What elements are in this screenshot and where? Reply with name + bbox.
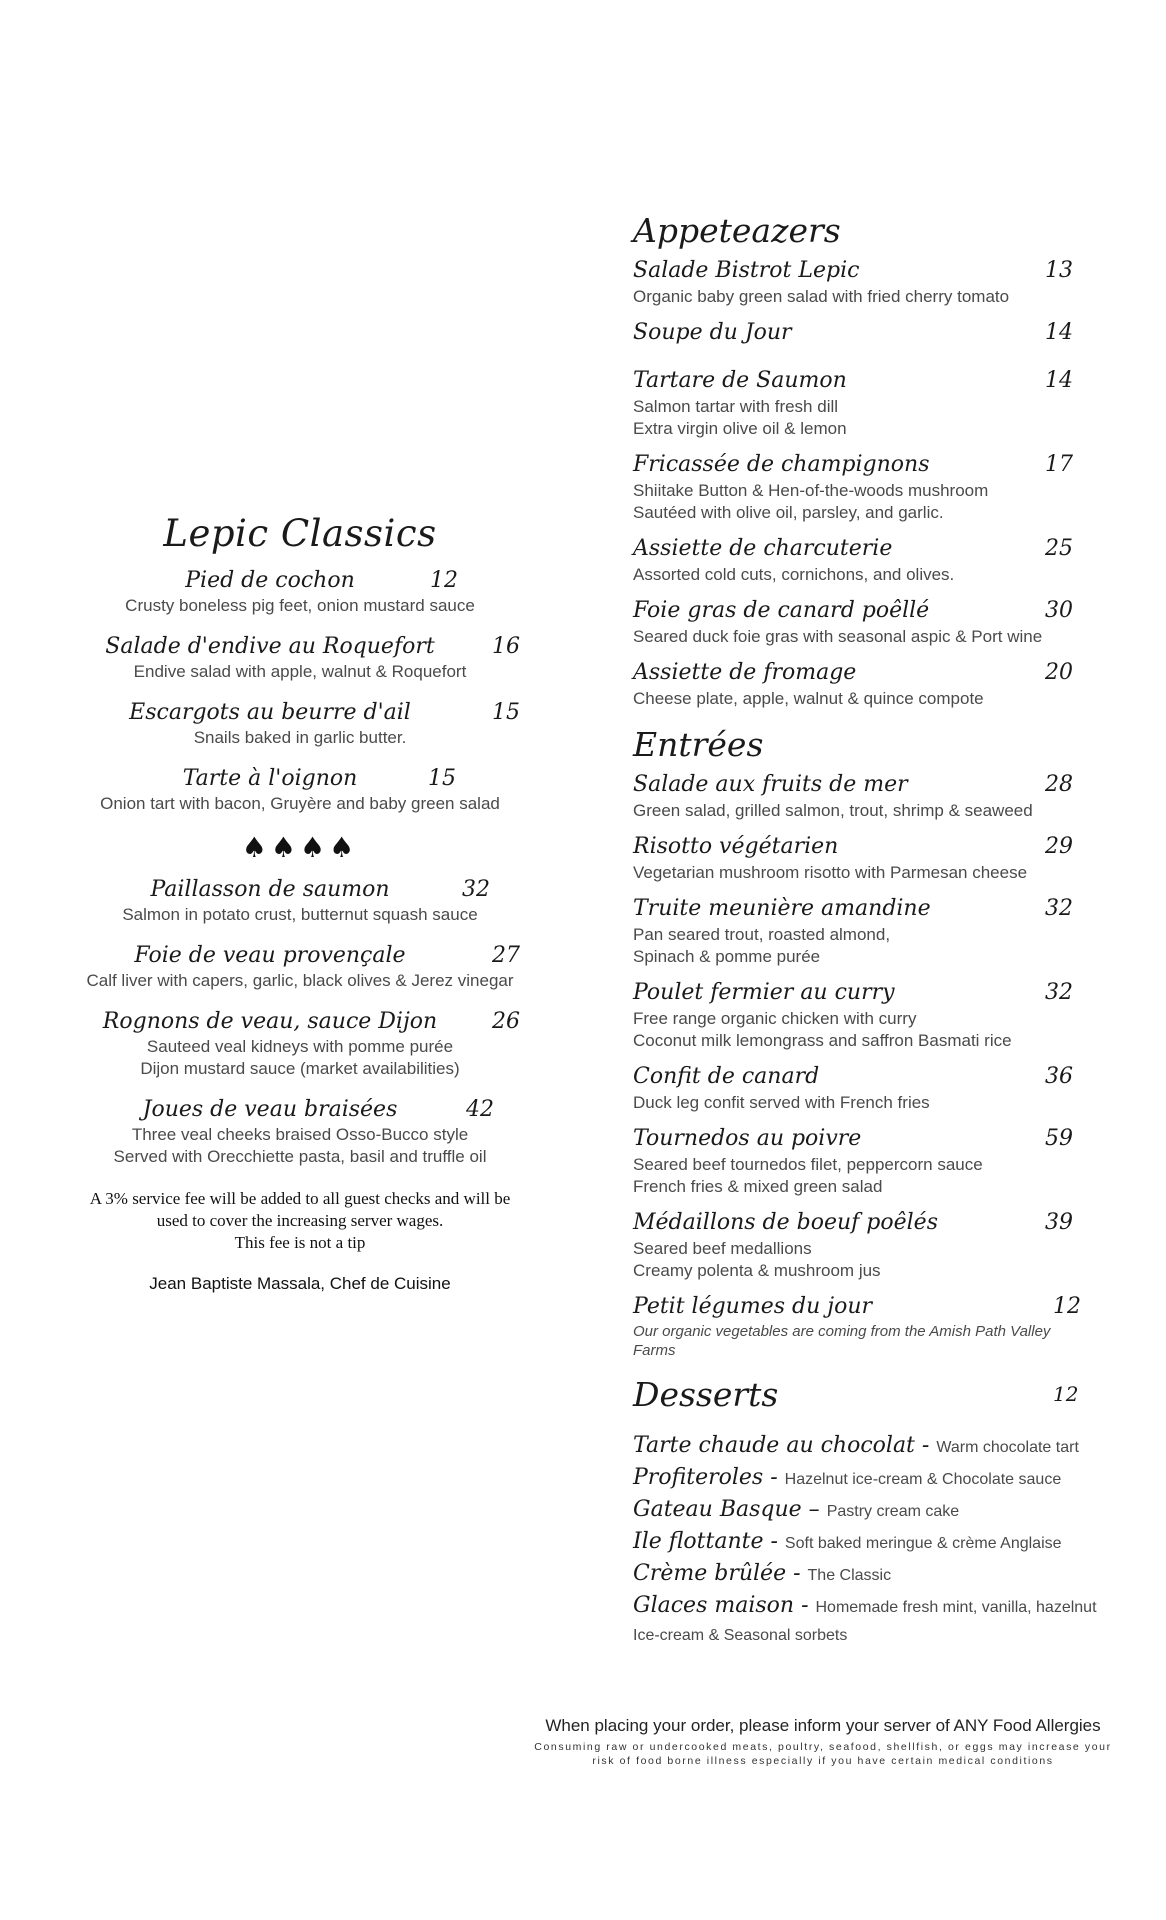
menu-item: [633, 1124, 1138, 1198]
dessert-description-continued: Ice-cream & Seasonal sorbets: [633, 1627, 848, 1644]
menu-item: [633, 366, 1138, 440]
dessert-separator: -: [914, 1433, 937, 1458]
spade-divider: ♠♠♠♠: [241, 831, 359, 864]
dessert-item: [633, 1462, 1138, 1494]
fee-line: used to cover the increasing server wages.: [156, 1211, 444, 1230]
dessert-separator: -: [763, 1465, 785, 1490]
fee-line: This fee is not a tip: [234, 1233, 366, 1252]
dessert-description: Homemade fresh mint, vanilla, hazelnut: [815, 1599, 1097, 1616]
item-description: Coconut milk lemongrass and saffron Basmati rice: [633, 1031, 1012, 1050]
item-description: Endive salad with apple, walnut & Roquefort: [133, 662, 467, 681]
menu-item: [40, 567, 560, 617]
item-name: Fricassée de champignons: [633, 452, 930, 477]
item-name: Rognons de veau, sauce Dijon: [102, 1009, 438, 1034]
item-description: Snails baked in garlic butter.: [193, 728, 407, 747]
appetizers-title: Appeteazers: [633, 211, 841, 250]
item-price: 32: [1045, 896, 1073, 921]
dessert-item: [633, 1558, 1138, 1590]
dessert-separator: –: [801, 1497, 827, 1522]
dessert-name: Profiteroles: [633, 1465, 764, 1490]
item-name: Poulet fermier au curry: [633, 980, 895, 1005]
fee-line: A 3% service fee will be added to all guest checks and will be: [89, 1189, 511, 1208]
item-description: Green salad, grilled salmon, trout, shrimp & seaweed: [633, 801, 1033, 820]
item-price: 39: [1045, 1210, 1073, 1235]
item-price: 12: [430, 568, 458, 593]
menu-item: [633, 770, 1138, 822]
item-name: Salade Bistrot Lepic: [633, 258, 860, 283]
dessert-description: Warm chocolate tart: [936, 1439, 1079, 1456]
lepic-classics-title: Lepic Classics: [163, 512, 437, 555]
item-description: Onion tart with bacon, Gruyère and baby green salad: [100, 794, 500, 813]
item-price: 29: [1045, 834, 1073, 859]
dessert-description: Pastry cream cake: [826, 1503, 960, 1520]
dessert-description: Soft baked meringue & crème Anglaise: [784, 1535, 1062, 1552]
item-description: Seared beef medallions: [633, 1239, 812, 1258]
item-name: Soupe du Jour: [633, 320, 792, 345]
menu-item: [40, 633, 560, 683]
item-description: Salmon in potato crust, butternut squash sauce: [122, 905, 478, 924]
item-description: Sautéed with olive oil, parsley, and garlic.: [633, 503, 944, 522]
menu-item: [633, 450, 1138, 524]
item-price: 30: [1045, 598, 1073, 623]
item-price: 12: [1053, 1294, 1081, 1319]
dessert-name: Tarte chaude au chocolat: [633, 1433, 915, 1458]
item-name: Escargots au beurre d'ail: [129, 700, 411, 725]
item-price: 17: [1045, 452, 1073, 477]
menu-item: [633, 1208, 1138, 1282]
dessert-item: [633, 1590, 1138, 1622]
menu-item: [40, 765, 560, 815]
item-description: Dijon mustard sauce (market availabilities): [140, 1059, 460, 1078]
desserts-header: [633, 1370, 1138, 1430]
item-name: Tournedos au poivre: [633, 1126, 862, 1151]
item-description: Pan seared trout, roasted almond,: [633, 925, 891, 944]
dessert-separator: -: [763, 1529, 785, 1554]
item-price: 25: [1045, 536, 1073, 561]
item-price: 27: [492, 943, 520, 968]
item-description: Vegetarian mushroom risotto with Parmesan cheese: [633, 863, 1028, 882]
menu-item: [40, 699, 560, 749]
item-description: Calf liver with capers, garlic, black olives & Jerez vinegar: [86, 971, 514, 990]
item-name: Assiette de fromage: [633, 660, 857, 685]
item-price: 28: [1045, 772, 1073, 797]
item-description: Free range organic chicken with curry: [633, 1009, 917, 1028]
item-description: Seared beef tournedos filet, peppercorn sauce: [633, 1155, 983, 1174]
item-price: 32: [462, 877, 490, 902]
dessert-description: Hazelnut ice-cream & Chocolate sauce: [784, 1471, 1062, 1488]
warning-line: Consuming raw or undercooked meats, poultry, seafood, shellfish, or eggs may increase your: [534, 1741, 1112, 1753]
menu-item: [633, 318, 1138, 348]
dessert-item: [633, 1494, 1138, 1526]
item-description: Extra virgin olive oil & lemon: [633, 419, 847, 438]
allergy-footer: [508, 1716, 1138, 1768]
item-name: Tarte à l'oignon: [182, 766, 358, 791]
item-price: 42: [466, 1097, 494, 1122]
item-description: Served with Orecchiette pasta, basil and truffle oil: [113, 1147, 487, 1166]
chef-credit: Jean Baptiste Massala, Chef de Cuisine: [149, 1274, 451, 1293]
item-price: 15: [492, 700, 520, 725]
item-note: Farms: [633, 1342, 676, 1359]
menu-item: [633, 978, 1138, 1052]
item-price: 36: [1045, 1064, 1073, 1089]
right-column: [633, 206, 1138, 1650]
item-price: 14: [1045, 368, 1073, 393]
entrees-title: Entrées: [633, 725, 764, 764]
item-price: 14: [1045, 320, 1073, 345]
item-description: Three veal cheeks braised Osso-Bucco style: [131, 1125, 469, 1144]
menu-item: [40, 876, 560, 926]
dessert-item: [633, 1430, 1138, 1462]
item-name: Assiette de charcuterie: [633, 536, 893, 561]
menu-item: [40, 942, 560, 992]
item-price: 13: [1045, 258, 1073, 283]
desserts-title: Desserts: [633, 1375, 779, 1414]
item-name: Paillasson de saumon: [150, 877, 390, 902]
dessert-item: [633, 1526, 1138, 1558]
item-price: 16: [492, 634, 520, 659]
item-description: Creamy polenta & mushroom jus: [633, 1261, 881, 1280]
warning-line: risk of food borne illness especially if you have certain medical conditions: [592, 1755, 1054, 1767]
item-name: Tartare de Saumon: [633, 368, 847, 393]
item-name: Médaillons de boeuf poêlés: [633, 1210, 938, 1235]
item-name: Pied de cochon: [185, 568, 355, 593]
item-description: French fries & mixed green salad: [633, 1177, 883, 1196]
menu-item: [633, 832, 1138, 884]
menu-item: [633, 894, 1138, 968]
item-description: Organic baby green salad with fried cherry tomato: [633, 287, 1010, 306]
menu-item: [633, 256, 1138, 308]
item-name: Foie de veau provençale: [134, 943, 406, 968]
lepic-classics-section: [40, 512, 560, 1294]
dessert-name: Glaces maison: [633, 1593, 795, 1618]
menu-item: [633, 1292, 1138, 1360]
dessert-name: Gateau Basque: [633, 1497, 802, 1522]
item-description: Salmon tartar with fresh dill: [633, 397, 839, 416]
menu-item: [633, 596, 1138, 648]
item-price: 59: [1045, 1126, 1073, 1151]
item-name: Salade d'endive au Roquefort: [105, 634, 435, 659]
item-name: Foie gras de canard poêllé: [633, 598, 930, 623]
menu-item: [633, 534, 1138, 586]
item-name: Salade aux fruits de mer: [633, 772, 908, 797]
item-price: 32: [1045, 980, 1073, 1005]
item-name: Joues de veau braisées: [142, 1097, 398, 1122]
item-price: 20: [1045, 660, 1073, 685]
dessert-name: Ile flottante: [633, 1529, 764, 1554]
menu-item: [633, 1062, 1138, 1114]
item-name: Truite meunière amandine: [633, 896, 931, 921]
dessert-separator: -: [794, 1593, 816, 1618]
item-name: Petit légumes du jour: [633, 1294, 873, 1319]
dessert-description: The Classic: [807, 1567, 892, 1584]
service-fee-note: [40, 1188, 560, 1254]
item-note: Our organic vegetables are coming from the Amish Path Valley: [633, 1323, 1051, 1340]
item-description: Seared duck foie gras with seasonal aspic & Port wine: [633, 627, 1043, 646]
item-description: Duck leg confit served with French fries: [633, 1093, 930, 1112]
dessert-separator: -: [786, 1561, 808, 1586]
item-description: Assorted cold cuts, cornichons, and olives.: [633, 565, 955, 584]
item-description: Spinach & pomme purée: [633, 947, 821, 966]
item-description: Cheese plate, apple, walnut & quince compote: [633, 689, 984, 708]
menu-item: [40, 1008, 560, 1080]
dessert-name: Crème brûlée: [633, 1561, 787, 1586]
menu-item: [40, 1096, 560, 1168]
item-description: Sauteed veal kidneys with pomme purée: [146, 1037, 454, 1056]
item-description: Shiitake Button & Hen-of-the-woods mushroom: [633, 481, 989, 500]
item-price: 15: [428, 766, 456, 791]
item-description: Crusty boneless pig feet, onion mustard sauce: [125, 596, 475, 615]
desserts-price: 12: [1053, 1382, 1079, 1406]
menu-item: [633, 658, 1138, 710]
item-name: Risotto végétarien: [633, 834, 839, 859]
allergy-notice: When placing your order, please inform your server of ANY Food Allergies: [545, 1716, 1101, 1735]
item-name: Confit de canard: [633, 1064, 820, 1089]
item-price: 26: [492, 1009, 520, 1034]
consumption-warning: [508, 1740, 1138, 1768]
